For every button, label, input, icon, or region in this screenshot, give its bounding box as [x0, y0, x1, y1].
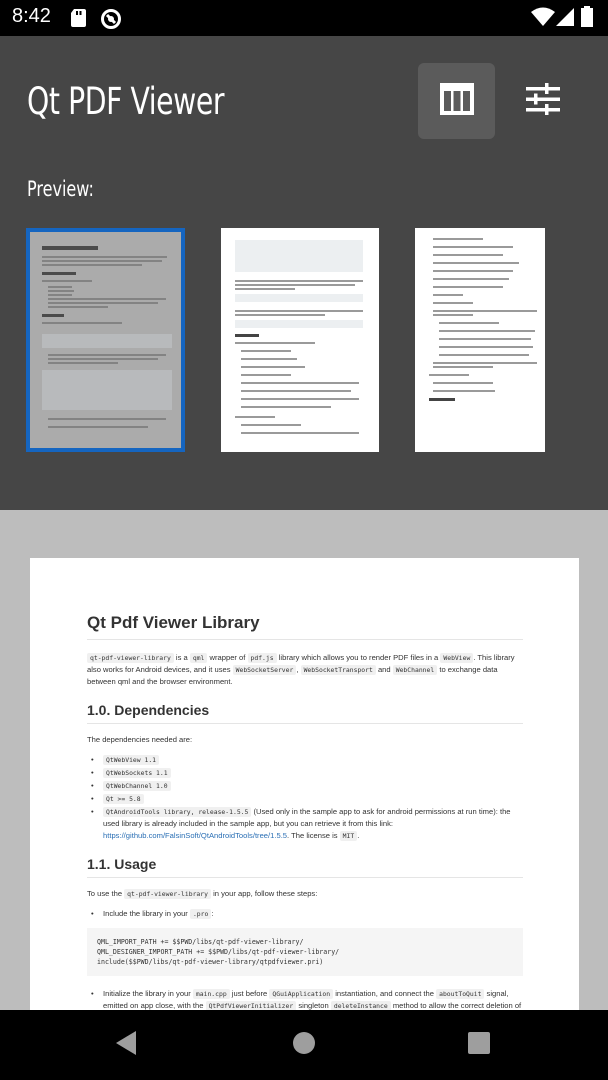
- section-heading-usage: 1.1. Usage: [87, 856, 523, 878]
- code-span: main.cpp: [193, 989, 230, 999]
- document-view[interactable]: [0, 510, 608, 1010]
- status-time: 8:42: [12, 5, 51, 27]
- text-span: To use the: [87, 889, 125, 898]
- text-span: singleton: [296, 1001, 331, 1010]
- thumbnails-button[interactable]: [418, 63, 495, 139]
- code-span: QtWebSockets 1.1: [103, 768, 171, 778]
- tune-icon: [526, 83, 560, 119]
- settings-button[interactable]: [508, 63, 578, 139]
- preview-label: Preview:: [27, 177, 94, 201]
- doc-title: Qt Pdf Viewer Library: [87, 613, 523, 640]
- list-item: [87, 767, 523, 779]
- text-span: instantiation, and connect the: [333, 989, 437, 998]
- code-span: qml: [190, 653, 208, 663]
- list-item: [87, 793, 523, 805]
- sd-card-icon: [70, 8, 88, 32]
- navigation-bar: [0, 1010, 608, 1080]
- usage-steps: [87, 908, 523, 920]
- section-heading-dependencies: 1.0. Dependencies: [87, 702, 523, 724]
- code-span: Qt >= 5.8: [103, 794, 144, 804]
- doc-intro: [87, 652, 523, 688]
- text-span: ,: [296, 665, 301, 674]
- home-button[interactable]: [264, 1010, 344, 1080]
- code-span: .pro: [190, 909, 211, 919]
- text-span: and: [375, 665, 393, 674]
- text-span: (Used only in the sample app to ask for android permissions at run time): the used library is already included in the sample app, but you can retrieve it from this link:: [103, 807, 511, 828]
- text-span: Initialize the library in your: [103, 989, 193, 998]
- pdf-page-content: [87, 613, 523, 1010]
- text-span: in your app, follow these steps:: [210, 889, 318, 898]
- code-span: QtAndroidTools library, release-1.5.5: [103, 807, 251, 817]
- battery-icon: [580, 6, 594, 32]
- text-span: . This library also works for Android devices, and it uses: [87, 653, 515, 674]
- list-item: [87, 908, 523, 920]
- wifi-icon: [531, 7, 555, 31]
- code-span: WebView: [440, 653, 473, 663]
- github-link[interactable]: https://github.com/FalsinSoft/QtAndroidTools/tree/1.5.5: [103, 831, 288, 840]
- code-span: deleteInstance: [331, 1001, 391, 1010]
- usage-steps-continued: [87, 988, 523, 1010]
- back-button[interactable]: [86, 1010, 166, 1080]
- code-span: MIT: [340, 831, 358, 841]
- code-span: WebChannel: [393, 665, 437, 675]
- app-header: [0, 36, 608, 510]
- text-span: Include the library in your: [103, 909, 190, 918]
- signal-icon: [555, 7, 575, 31]
- code-span: QtWebChannel 1.0: [103, 781, 171, 791]
- status-bar: [0, 0, 608, 36]
- recents-icon: [468, 1032, 490, 1058]
- text-span: :: [211, 909, 214, 918]
- list-item: [87, 988, 523, 1010]
- code-block: QML_IMPORT_PATH += $$PWD/libs/qt-pdf-viewer-library/ QML_DESIGNER_IMPORT_PATH += $$PWD/libs/qt-pdf-viewer-library/ include($$PWD/libs/qt-pdf-viewer-library/qtpdfviewer.pri): [87, 928, 523, 976]
- code-span: aboutToQuit: [436, 989, 484, 999]
- no-disturb-icon: [100, 8, 122, 34]
- text-span: . The license is: [287, 831, 340, 840]
- back-icon: [114, 1030, 138, 1060]
- code-span: pdf.js: [248, 653, 277, 663]
- home-icon: [292, 1031, 316, 1059]
- text-span: signal, emitted on app close, with the: [103, 989, 509, 1010]
- page-thumbnail-2[interactable]: [221, 228, 379, 452]
- page-thumbnail-1[interactable]: [26, 228, 185, 452]
- list-item: [87, 780, 523, 792]
- code-span: QGuiApplication: [269, 989, 333, 999]
- deps-intro: The dependencies needed are:: [87, 735, 193, 744]
- text-span: to exchange data between qml and the browser environment.: [87, 665, 498, 686]
- pdf-page: [30, 558, 579, 1010]
- text-span: just before: [229, 989, 270, 998]
- code-span: WebSocketTransport: [301, 665, 376, 675]
- code-span: qt-pdf-viewer-library: [87, 653, 174, 663]
- code-span: qt-pdf-viewer-library: [124, 889, 211, 899]
- usage-intro: [87, 888, 523, 900]
- list-item: [87, 806, 523, 842]
- code-span: QtPdfViewerInitializer: [206, 1001, 297, 1010]
- recents-button[interactable]: [439, 1010, 519, 1080]
- deps-list: [87, 754, 523, 842]
- text-span: is a: [173, 653, 190, 662]
- text-span: library which allows you to render PDF files in a: [276, 653, 441, 662]
- text-span: .: [357, 831, 360, 840]
- list-item: [87, 754, 523, 766]
- thumbnails-icon: [439, 82, 475, 120]
- text-span: wrapper of: [207, 653, 248, 662]
- text-span: method to allow the correct deletion of: [390, 1001, 522, 1010]
- app-title: Qt PDF Viewer: [27, 80, 225, 123]
- code-span: WebSocketServer: [233, 665, 297, 675]
- page-thumbnail-3[interactable]: [415, 228, 545, 452]
- code-span: QtWebView 1.1: [103, 755, 159, 765]
